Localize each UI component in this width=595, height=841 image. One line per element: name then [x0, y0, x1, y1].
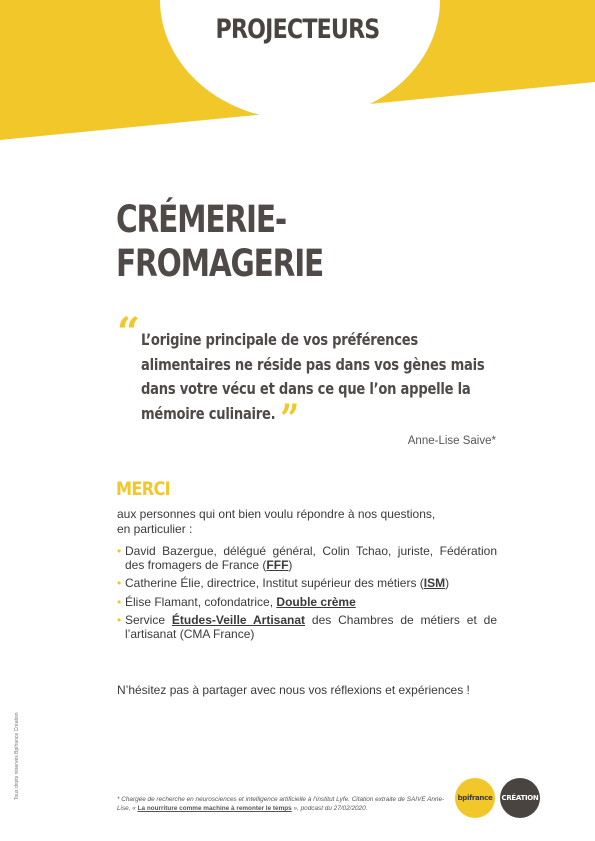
open-quote-icon: “	[117, 309, 141, 356]
list-item-text-end: )	[288, 557, 293, 572]
bullet-icon: •	[117, 544, 122, 558]
footnote-podcast-link[interactable]: La nourriture comme machine à remonter le temps	[137, 805, 292, 812]
thanks-heading: MERCI	[116, 478, 171, 500]
list-item	[117, 545, 497, 572]
link-double-creme[interactable]: Double crème	[276, 594, 356, 609]
list-item-text: Catherine Élie, directrice, Institut supérieur des métiers (	[125, 576, 424, 590]
list-item	[117, 614, 497, 641]
list-item-text: Élise Flamant, cofondatrice,	[125, 594, 277, 609]
link-fff[interactable]: FFF	[266, 557, 289, 572]
link-ism[interactable]: ISM	[423, 576, 446, 590]
thanks-intro	[117, 507, 497, 536]
rights-notice: Tous droits réservés Bpifrance Création	[14, 712, 20, 800]
thanks-intro-line-2: en particulier :	[117, 521, 193, 536]
list-item	[117, 596, 497, 610]
footnote-text-end: », podcast du 27/02/2020.	[291, 805, 368, 812]
quote-author: Anne-Lise Saive*	[407, 435, 496, 447]
creation-logo: CRÉATION	[500, 778, 540, 818]
footnote	[117, 795, 447, 813]
bpifrance-logo: bpifrance	[455, 778, 495, 818]
footnote-text: * Chargée de recherche en neurosciences et intelligence artificielle à l’institut Lyfe. Citation extraite de SAIVE Anne-Lise, «	[117, 796, 445, 812]
quote-text: L’origine principale de vos préférences alimentaires ne réside pas dans vos gènes mais dans votre vécu et dans ce que l’on appelle la mémoire culinaire.	[141, 330, 485, 423]
bullet-icon: •	[117, 613, 122, 627]
section-title: PROJECTEURS	[215, 14, 380, 45]
bullet-icon: •	[117, 576, 122, 590]
list-item	[117, 577, 497, 591]
list-item-text: David Bazergue, délégué général, Colin Tchao, juriste, Fédération des fromagers de France (	[125, 544, 497, 572]
link-etudes-veille[interactable]: Études-Veille Artisanat	[171, 613, 306, 627]
list-item-text-end: des Chambres de métiers et de l’artisanat (CMA France)	[125, 613, 497, 641]
bullet-icon: •	[117, 594, 122, 609]
page-title-line-2: FROMAGERIE	[116, 242, 324, 285]
page-title-line-1: CRÉMERIE-	[116, 198, 286, 241]
acknowledgements-list	[117, 545, 497, 646]
list-item-text: Service	[125, 613, 172, 627]
close-quote-icon: ”	[280, 395, 299, 443]
page-title	[116, 198, 436, 286]
thanks-intro-line-1: aux personnes qui ont bien voulu répondre à nos questions,	[117, 507, 436, 521]
share-invitation: N’hésitez pas à partager avec nous vos réflexions et expériences !	[117, 683, 470, 697]
list-item-text-end: )	[445, 576, 450, 590]
